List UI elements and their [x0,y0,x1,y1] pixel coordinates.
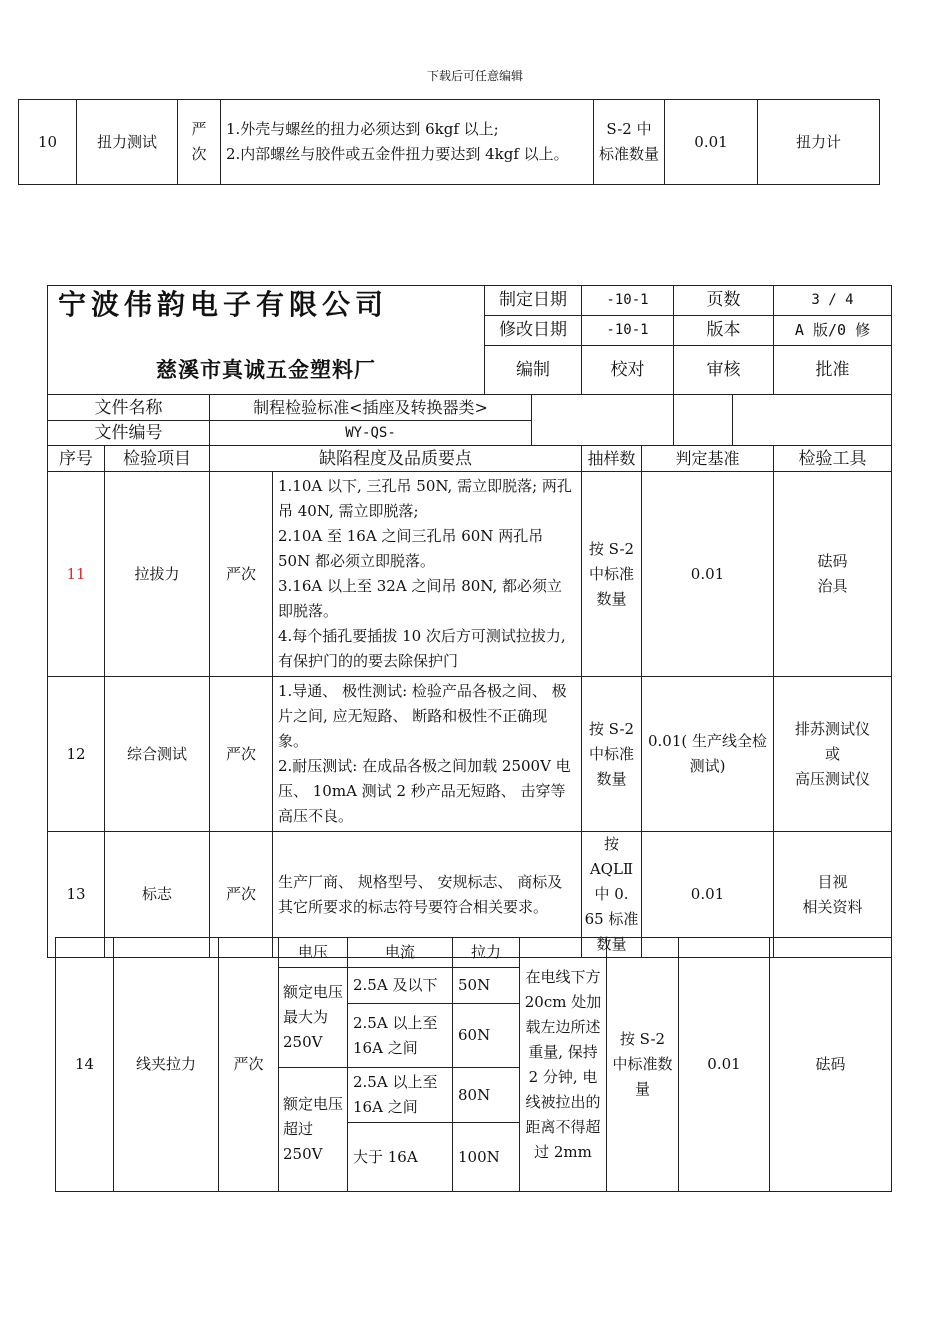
version: A 版/0 修 [774,316,892,346]
check-label: 校对 [582,346,674,395]
row-tool [774,677,892,832]
row-severity: 严次 [178,100,221,185]
sub-head-current: 电流 [348,938,453,968]
column-header-row [48,446,892,472]
row-severity: 严次 [210,472,273,677]
row-tool [774,472,892,677]
col-sample: 抽样数 [582,446,642,472]
desc-line: 1.导通、 极性测试: 检验产品各极之间、 极片之间, 应无短路、 断路和极性不正确现象。 [278,682,567,750]
col-item: 检验项目 [105,446,210,472]
row-no: 11 [48,472,105,677]
row-sample: 按 S-2 中标准数量 [582,472,642,677]
sub-current: 2.5A 以上至 16A 之间 [348,1068,453,1123]
voltage-group-1: 额定电压最大为 250V [279,968,348,1068]
tool-line: 或 [824,744,840,763]
table-row [48,677,892,832]
col-criteria: 判定基准 [642,446,774,472]
desc-line: 1.10A 以下, 三孔吊 50N, 需立即脱落; 两孔吊 40N, 需立即脱落; [278,477,572,520]
table-row [56,938,892,968]
file-name: 制程检验标准<插座及转换器类> [210,395,532,421]
header-row [48,286,892,316]
desc-line: 2.内部螺丝与胶件或五金件扭力要达到 4kgf 以上。 [226,145,569,163]
row-sample: 按 S-2 中标准数量 [582,677,642,832]
version-label: 版本 [674,316,774,346]
header-note: 下载后可任意编辑 [426,69,523,83]
row-item: 扭力测试 [77,100,178,185]
row-criteria: 0.01 [642,832,774,958]
sub-head-force: 拉力 [453,938,520,968]
sub-force: 80N [453,1068,520,1123]
col-desc: 缺陷程度及品质要点 [210,446,582,472]
row14-table [55,937,892,1192]
row-item: 标志 [105,832,210,958]
table-row [48,472,892,677]
mod-date: -10-1 [582,316,674,346]
row-criteria: 0.01 [679,938,770,1192]
tool-line: 治具 [817,577,848,595]
tool-line: 高压测试仪 [794,769,870,788]
mod-date-label: 修改日期 [485,316,582,346]
factory-name: 慈溪市真诚五金塑料厂 [48,346,485,395]
sub-head-voltage: 电压 [279,938,348,968]
sub-force: 100N [453,1123,520,1192]
tool-line: 砝码 [817,552,848,570]
sub-current: 大于 16A [348,1123,453,1192]
desc-line: 2.耐压测试: 在成品各极之间加载 2500V 电压、 10mA 测试 2 秒产品无短路、 击穿等高压不良。 [278,757,571,825]
row-no: 10 [19,100,77,185]
compile-label: 编制 [485,346,582,395]
row-desc: 生产厂商、 规格型号、 安规标志、 商标及其它所要求的标志符号要符合相关要求。 [273,832,582,958]
row-item: 拉拔力 [105,472,210,677]
row-sample: S-2 中标准数量 [594,100,665,185]
sign-cell-check [674,395,733,446]
row-item: 线夹拉力 [114,938,219,1192]
sub-force: 50N [453,968,520,1004]
row-sample: 按 S-2 中标准数量 [607,938,679,1192]
inspection-table [47,285,892,958]
row-no: 13 [48,832,105,958]
row-sample: 按 AQLⅡ中 0. 65 标准数量 [582,832,642,958]
tool-line: 相关资料 [802,897,863,916]
review-label: 审核 [674,346,774,395]
row-method: 在电线下方 20cm 处加载左边所述重量, 保持 2 分钟, 电线被拉出的距离不得超过 2mm [520,938,607,1192]
file-no: WY-QS- [210,421,532,446]
row-severity: 严次 [210,677,273,832]
page-number: 3 / 4 [774,286,892,316]
row-desc [273,677,582,832]
file-name-label: 文件名称 [48,395,210,421]
approve-label: 批准 [774,346,892,395]
desc-line: 1.外壳与螺丝的扭力必须达到 6kgf 以上; [226,120,499,138]
row-no: 12 [48,677,105,832]
sub-current: 2.5A 及以下 [348,968,453,1004]
make-date: -10-1 [582,286,674,316]
file-name-row [48,395,892,421]
row-desc [221,100,594,185]
row-tool: 扭力计 [758,100,880,185]
file-no-label: 文件编号 [48,421,210,446]
row-severity: 严次 [219,938,279,1192]
company-name: 宁波伟韵电子有限公司 [48,286,485,346]
desc-line: 2.10A 至 16A 之间三孔吊 60N 两孔吊 50N 都必须立即脱落。 [278,527,544,570]
row-severity: 严次 [210,832,273,958]
page-label: 页数 [674,286,774,316]
row-item: 综合测试 [105,677,210,832]
col-no: 序号 [48,446,105,472]
row-no: 14 [56,938,114,1192]
table-row [19,100,880,185]
row-tool: 砝码 [770,938,892,1192]
row-criteria: 0.01 [665,100,758,185]
make-date-label: 制定日期 [485,286,582,316]
sign-cell-compile [532,395,674,446]
tool-line: 排苏测试仪 [794,719,870,738]
col-tool: 检验工具 [774,446,892,472]
row-criteria: 0.01 [642,472,774,677]
prev-row-table [18,99,880,185]
header-row [48,346,892,395]
row-desc [273,472,582,677]
sub-current: 2.5A 以上至 16A 之间 [348,1004,453,1068]
desc-line: 3.16A 以上至 32A 之间吊 80N, 都必须立即脱落。 [278,577,563,620]
voltage-group-2: 额定电压超过 250V [279,1068,348,1192]
sign-cell-approve [733,395,892,446]
sub-force: 60N [453,1004,520,1068]
desc-line: 4.每个插孔要插拔 10 次后方可测试拉拔力, 有保护门的的要去除保护门 [278,627,566,670]
tool-line: 目视 [817,872,848,891]
row-criteria: 0.01( 生产线全检测试) [642,677,774,832]
